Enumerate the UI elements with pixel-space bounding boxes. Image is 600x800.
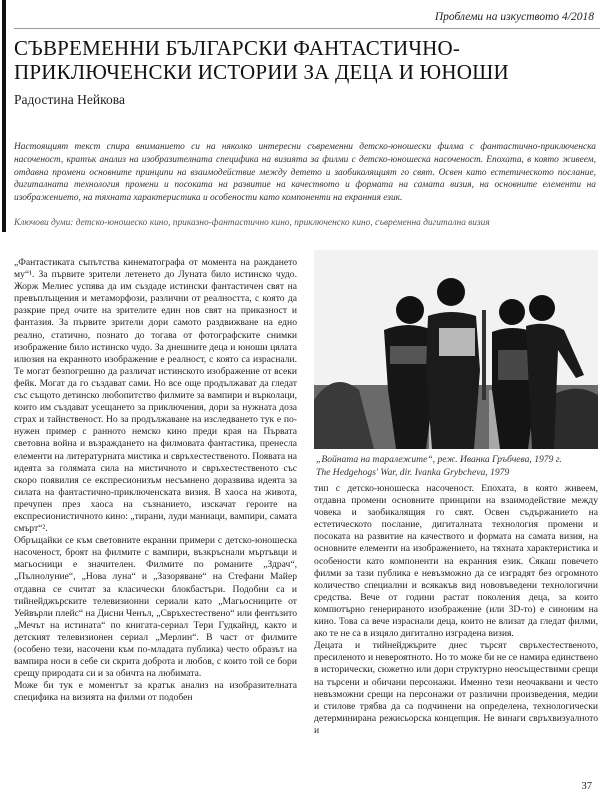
article-author: Радостина Нейкова bbox=[14, 92, 125, 107]
body-column-right bbox=[314, 483, 598, 737]
header-rule bbox=[14, 28, 600, 29]
body-paragraph: Децата и тийнейджърите днес търсят свръхестественото, пресиленото и невероятното. Но то може би не се намира единствено в исторически, сюжетно или дори структурно неосъществими срещи на търсени и обичани персонажи. Именно тези неочаквани и често невъзможни срещи на персонажи от различни произведения, медии и стилове трябва да са подчинени на определена, технологически детерминирана режисьорска концепция. Не винаги свръхвизуалното и bbox=[314, 640, 598, 736]
journal-running-head: Проблеми на изкуството 4/2018 bbox=[434, 11, 594, 23]
caption-bulgarian: „Войната на таралежите“, реж. Иванка Гръбчева, 1979 г. bbox=[316, 454, 562, 465]
figure-caption bbox=[316, 454, 598, 479]
title-line-1: СЪВРЕМЕННИ БЪЛГАРСКИ ФАНТАСТИЧНО- bbox=[14, 36, 461, 60]
title-line-2: ПРИКЛЮЧЕНСКИ ИСТОРИИ ЗА ДЕЦА И ЮНОШИ bbox=[14, 60, 509, 84]
caption-english: The Hedgehogs' War, dir. Ivanka Grybcheva, 1979 bbox=[316, 466, 510, 478]
body-paragraph: Може би тук е моментът за кратък анализ на изобразителната специфика на визията на филми от подобен bbox=[14, 680, 297, 704]
body-paragraph: „Фантастиката съпътства кинематографа от момента на раждането му“¹. За първите зрители летенето до Луната било истинско чудо. Жорж Мелиес успява да им създаде истински фантастичен свят на превъплъщения и метаморфози, различни от реалността, с която да разкрие пред очите на зрителите един нов свят на приказност и фантазия. За първите зрители дори самото раздвижване на едно реално, статично, познато до тогава от фотографските снимки изображение било истинско чудо. За днешните деца и юноши цялата илюзия на екранното изображение е реалност, с която са израснали. Те могат безпогрешно да различат истинското изображение от всеки фейк. Могат да го създават сами. Но все още продължават да гледат със същото детинско любопитство филмите за вампири и върколаци, които им създават усещането за приключения, дори за нужната доза страх и тайнственост. Но за продължаване на изследването тук е по-нужен пример с ранното немско кино преди края на Първата световна война и възраждането на филмовата фантастика, пренесла елементи на литературната мистика и свръхестественото. Появата на идеята за голямата сила на мистичното и свръхестественото със скоро появилия се експресионизъм несъмнено доразвива идеята за силата на фантастично-приключенската визия. В хаоса на живота, пречупен през хаоса на съзнанието, изскачат героите на експресионистичното кино: „тирани, луди маниаци, вампири, самата смърт“². bbox=[14, 257, 297, 535]
film-still-image bbox=[314, 250, 598, 449]
article-title bbox=[14, 36, 594, 84]
article-keywords: Ключови думи: детско-юношеско кино, приказно-фантастично кино, приключенско кино, съвременна дигитална визия bbox=[14, 218, 490, 228]
article-abstract: Настоящият текст спира вниманието си на няколко интересни съвременни детско-юношески филма с фантастично-приключенска насоченост, кратък анализ на изобразителната специфика на визията за филми с детско-юношеска насоченост. Епохата, в която живеем, отдавна промени основните принципи на взаимодействие между детето и заобикалящият го свят. Освен като естетическото послание, дигиталната технология промени и посоката на развитие на качеството и формата на самата визия, на основните елементи на изображението, на тяхната характеристика и особености като компоненти на екранния език. bbox=[14, 142, 596, 204]
film-still-photo bbox=[314, 250, 598, 449]
page-number: 37 bbox=[581, 781, 592, 792]
body-paragraph: тип с детско-юношеска насоченост. Епохата, в която живеем, отдавна промени основните принципи на взаимодействие между човека и заобикалящия го свят. Освен съдържанието на естетическото послание, дигиталната технология промени и посоката на развитие на качеството и формата на самата визия, на основните елементи на изображението, на тяхната характеристика и особености като компоненти на екранния език. Сякаш повечето филми за тази публика е невъзможно да се изградят без огромното количество специални и всякакъв вид нововъведени технологични средства. Вече от години растат поколения деца, за които компютърно генерираното изображение (или 3D-то) е синоним на кино. Това са вече израснали деца, които не влизат да гледат филми, ако те не са в изцяло дигитално изградена визия. bbox=[314, 483, 598, 640]
body-paragraph: Обръщайки се към световните екранни примери с детско-юношеска насоченост, броят на филмите с вампири, възкръснали мъртъвци и магьосници е значителен. Филмите по романите „Здрач“, „Пълнолуние“, „Нова луна“ и „Зазоряване“ на Стефани Майер отдавна се считат за класически блокбастъри. Подобни са и тийнейджърските телевизионни сериали като „Магьосниците от Уейвърли плейс“ на Дисни Ченъл, „Свръхестествено“ или фентъзито „Мечът на истината“ по книгата-сериал Тери Гудкайнд, както и детският телевизионен сериал „Мерлин“. В част от филмите (особено тези, насочени към по-младата публика) често образът на вампира носи в себе си скрита доброта и любов, с които той се бори срещу природата си и за обичта на любимата. bbox=[14, 535, 297, 680]
body-column-left bbox=[14, 257, 297, 704]
scan-edge-bar bbox=[2, 0, 6, 232]
